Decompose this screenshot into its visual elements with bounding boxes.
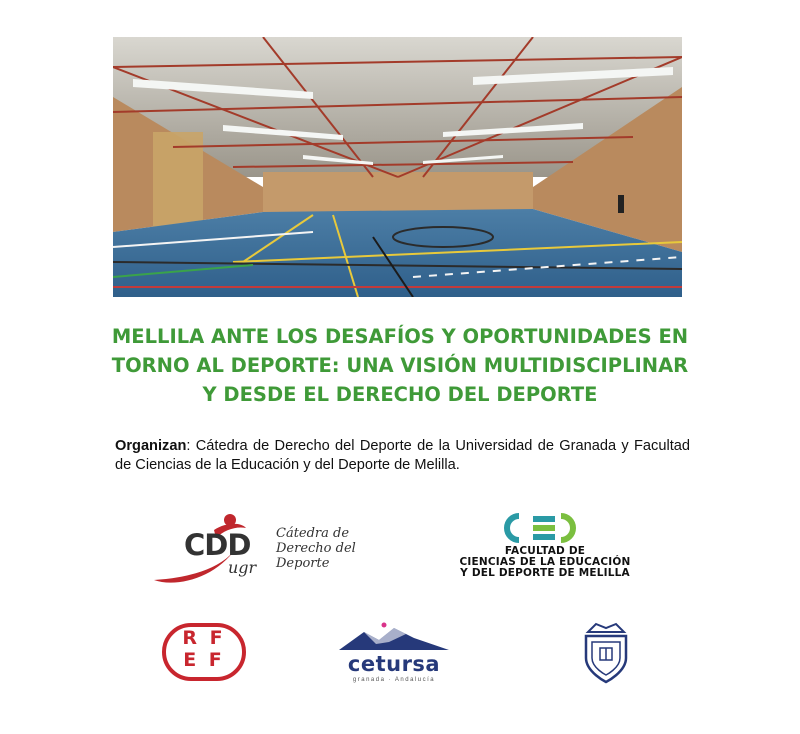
facultad-line-1: FACULTAD DE	[504, 545, 586, 557]
cetursa-logo	[334, 622, 454, 688]
rfef-line-2: E F	[183, 649, 225, 671]
facultad-line-3: Y DEL DEPORTE DE MELILLA	[460, 567, 630, 579]
title-line-2: TORNO AL DEPORTE: UNA VISIÓN MULTIDISCIPLINAR	[111, 354, 689, 377]
melilla-coat-of-arms-logo	[578, 622, 634, 684]
cdd-name	[276, 526, 356, 571]
cdd-ugr-text: ugr	[228, 558, 257, 577]
cdd-name-line-2: Derecho del	[276, 541, 356, 556]
facultad-name	[435, 546, 655, 579]
sports-hall-illustration	[113, 37, 682, 297]
facultad-line-2: CIENCIAS DE LA EDUCACIÓN	[459, 556, 631, 568]
title-line-1: MELLILA ANTE LOS DESAFÍOS Y OPORTUNIDADES EN	[111, 325, 689, 348]
coat-of-arms-icon	[578, 622, 634, 684]
cdd-name-line-1: Cátedra de	[276, 526, 350, 541]
mountain-icon	[334, 622, 454, 652]
page-title	[100, 322, 700, 409]
rfef-letters	[161, 627, 247, 671]
organizers-label: Organizan	[115, 438, 187, 454]
ced-mark-icon	[435, 512, 655, 544]
cetursa-subtitle: granada · Andalucía	[352, 677, 436, 683]
organizers-paragraph	[115, 437, 690, 475]
cdd-ugr-logo	[146, 508, 376, 588]
cetursa-name: cetursa	[347, 652, 441, 676]
sports-hall-photo	[113, 37, 682, 297]
rfef-logo	[161, 622, 247, 682]
cdd-letters: CDD	[184, 528, 251, 562]
facultad-logo	[435, 512, 655, 582]
cdd-name-line-3: Deporte	[276, 556, 330, 571]
organizers-text: : Cátedra de Derecho del Deporte de la Universidad de Granada y Facultad de Ciencias de la Educación y del Deporte de Melilla.	[115, 438, 690, 473]
title-line-3: Y DESDE EL DERECHO DEL DEPORTE	[202, 383, 598, 406]
rfef-line-1: R F	[182, 627, 226, 649]
